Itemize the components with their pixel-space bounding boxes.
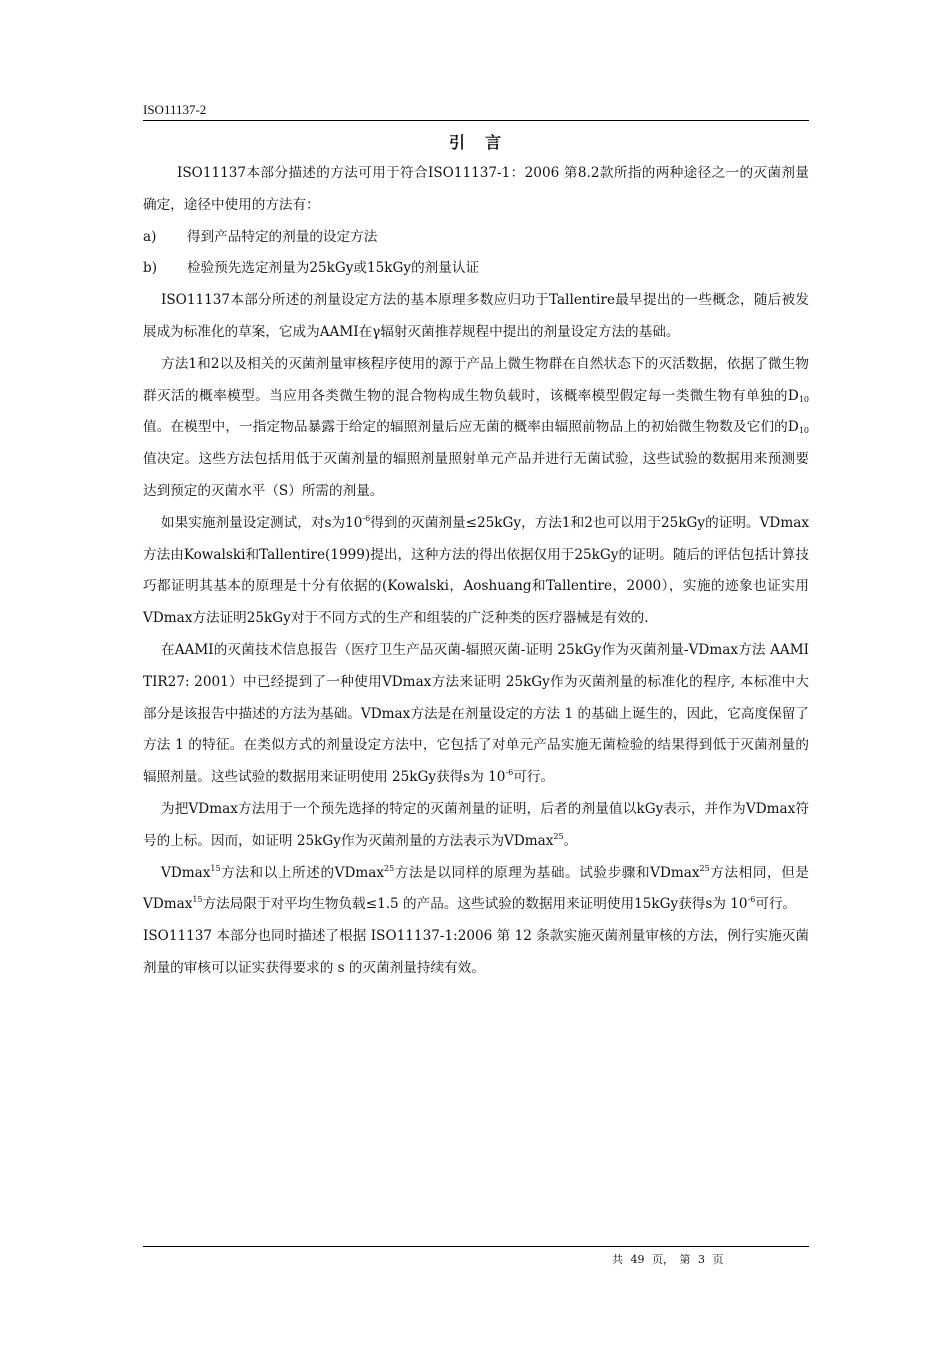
p6-superscript: 25 — [553, 831, 564, 841]
footer-divider — [143, 1246, 809, 1247]
list-text-b: 检验预先选定剂量为25kGy或15kGy的剂量认证 — [187, 260, 480, 277]
list-marker-b: b) — [143, 260, 158, 277]
page-header — [143, 100, 809, 121]
p7-text-d: 方法相同，但是VDmax — [143, 864, 809, 913]
body-text — [143, 158, 809, 985]
p6-text-b: 。 — [563, 832, 578, 849]
paragraph-2: ISO11137本部分所述的剂量设定方法的基本原理多数应归功于Tallentire最早提出的一些概念，随后被发展成为标准化的草案，它成为AAMI在γ辐射灭菌推荐规程中提出的剂量设定方法的基础。 — [143, 292, 809, 340]
paragraph-4 — [143, 508, 809, 635]
p5-superscript: -6 — [505, 768, 514, 778]
p3-text-b: 值。在模型中，一指定物品暴露于给定的辐照剂量后应无菌的概率由辐照前物品上的初始微生物数及它们的D — [143, 419, 799, 436]
list-marker-a: a) — [143, 228, 157, 245]
list-item-b — [143, 253, 809, 285]
p5-text-a: 在AAMI的灭菌技术信息报告（医疗卫生产品灭菌-辐照灭菌-证明 25kGy作为灭菌剂量-VDmax方法 AAMI TIR27: 2001）中已经提到了一种使用VDmax方法来证明 25kGy作为灭菌剂量的标准化的程序, 本标准中大部分是该报告中描述的方法为基础。VDmax方法是在剂量设定的方法 1 的基础上诞生的，因此，它高度保留了方法 1 的特征。在类似方式的剂量设定方法中，它包括了对单元产品实施无菌检验的结果得到低于灭菌剂量的辐照剂量。这些试验的数据用来证明使用 25kGy获得s为 10 — [143, 641, 809, 786]
p7-superscript-3: 25 — [699, 863, 710, 873]
p7-superscript-5: -6 — [747, 895, 756, 905]
p3-text-a: 方法1和2以及相关的灭菌剂量审核程序使用的源于产品上微生物群在自然状态下的灭活数据，依据了微生物群灭活的概率模型。当应用各类微生物的混合物构成生物负载时，该概率模型假定每一类微生物有单独的D — [143, 355, 809, 404]
p7-text-a: VDmax — [161, 864, 211, 881]
p5-text-b: 可行。 — [513, 769, 555, 786]
document-id: ISO11137-2 — [143, 102, 207, 117]
p7-text-b: 方法和以上所述的VDmax — [220, 864, 385, 881]
p3-text-c: 值决定。这些方法包括用低于灭菌剂量的辐照剂量照射单元产品并进行无菌试验，这些试验的数据用来预测要达到预定的灭菌水平（S）所需的剂量。 — [143, 451, 809, 499]
p3-subscript-2: 10 — [798, 426, 809, 436]
p4-text-b: 得到的灭菌剂量≤25kGy，方法1和2也可以用于25kGy的证明。VDmax方法由Kowalski和Tallentire(1999)提出，这种方法的得出依据仅用于25kGy的证明。随后的评估包括计算技巧都证明其基本的原理是十分有依据的(Kowalski，Aoshuang和Tallentire，2000），实施的迹象也证实用VDmax方法证明25kGy对于不同方式的生产和组装的广泛种类的医疗器械是有效的. — [143, 514, 809, 627]
paragraph-8: ISO11137 本部分也同时描述了根据 ISO11137-1:2006 第 12 条款实施灭菌剂量审核的方法，例行实施灭菌剂量的审核可以证实获得要求的 s 的灭菌剂量持续有效。 — [143, 928, 809, 976]
paragraph-5 — [143, 635, 809, 794]
p7-text-e: 方法局限于对平均生物负载≤1.5 的产品。这些试验的数据用来证明使用15kGy获得s为 10 — [202, 896, 748, 913]
p7-text-c: 方法是以同样的原理为基础。试验步骤和VDmax — [394, 864, 700, 881]
p6-text-a: 为把VDmax方法用于一个预先选择的特定的灭菌剂量的证明，后者的剂量值以kGy表示，并作为VDmax符号的上标。因而，如证明 25kGy作为灭菌剂量的方法表示为VDmax — [143, 800, 809, 849]
p4-text-a: 如果实施剂量设定测试，对s为10 — [161, 514, 363, 531]
paragraph-1: ISO11137本部分描述的方法可用于符合ISO11137-1：2006 第8.2款所指的两种途径之一的灭菌剂量确定，途径中使用的方法有： — [143, 165, 809, 213]
section-title: 引 言 — [448, 133, 503, 152]
list-text-a: 得到产品特定的剂量的设定方法 — [187, 228, 378, 245]
p4-superscript: -6 — [362, 513, 371, 523]
page-footer: 共 49 页， 第 3 页 — [612, 1253, 724, 1266]
p7-superscript-2: 25 — [384, 863, 395, 873]
p3-subscript-1: 10 — [798, 394, 809, 404]
paragraph-3 — [143, 349, 809, 508]
p7-superscript-1: 15 — [210, 863, 221, 873]
paragraph-6 — [143, 794, 809, 858]
p7-superscript-4: 15 — [192, 895, 203, 905]
p7-text-f: 可行。 — [755, 896, 797, 913]
paragraph-7 — [143, 858, 809, 922]
list-item-a — [143, 222, 809, 254]
